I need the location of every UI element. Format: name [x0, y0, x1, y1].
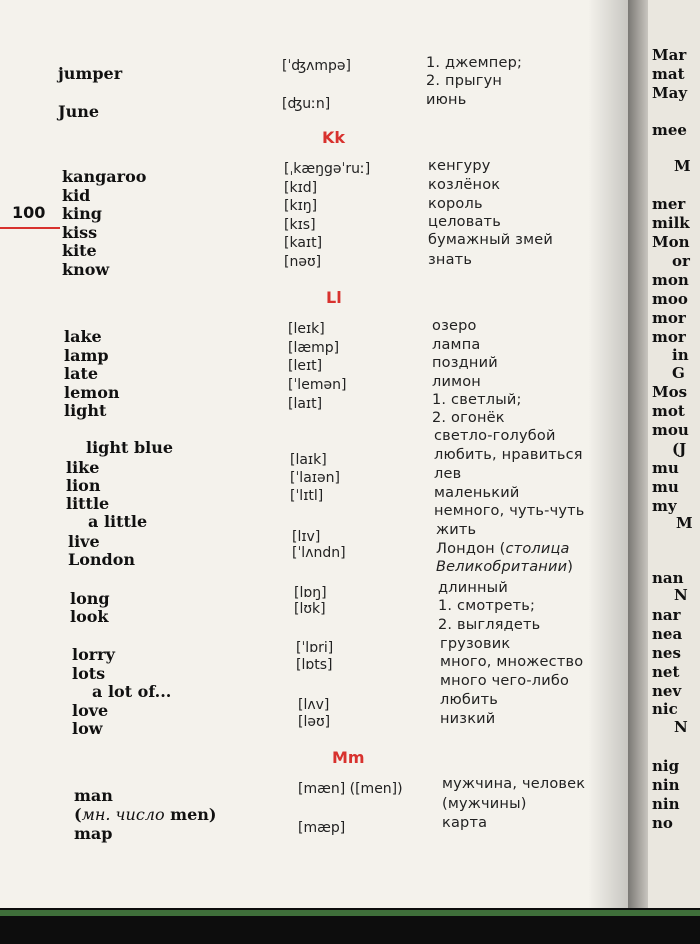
right-page-text: nar [652, 606, 681, 624]
entry-transcription: [leɪt] [288, 358, 323, 374]
entry-translation: козлёнок [428, 177, 501, 193]
right-page-text: nes [652, 644, 681, 662]
right-page-text: G [672, 364, 685, 382]
entry-transcription: [lɒŋ] [294, 585, 327, 601]
entry-translation: 2. выглядеть [438, 617, 541, 633]
entry-word: lemon [64, 383, 120, 402]
entry-word: lorry [72, 645, 115, 664]
entry-translation: король [428, 196, 483, 212]
entry-translation: 1. джемпер; [426, 55, 523, 71]
right-page-text: mu [652, 478, 679, 496]
entry-translation: Лондон (столица [436, 541, 570, 557]
right-page-text: milk [652, 214, 690, 232]
right-page-text: nin [652, 776, 680, 794]
right-page-text: (J [672, 440, 687, 458]
right-page-text: nan [652, 569, 684, 587]
entry-translation: 2. прыгун [426, 73, 503, 89]
entry-word: king [62, 204, 102, 223]
right-page-text: nea [652, 625, 683, 643]
entry-translation: 1. смотреть; [438, 598, 536, 614]
right-page-fragment [648, 0, 700, 908]
right-page-text: moo [652, 290, 688, 308]
right-page-text: May [652, 84, 688, 102]
entry-translation: бумажный змей [428, 232, 553, 248]
entry-word: kite [62, 241, 97, 260]
entry-transcription: [leɪk] [288, 321, 325, 337]
entry-transcription: [kɪŋ] [284, 198, 318, 214]
right-page-text: Mar [652, 46, 687, 64]
right-page-text: M [674, 157, 691, 175]
entry-word: kangaroo [62, 167, 147, 186]
right-page-text: or [672, 252, 690, 270]
entry-translation: (мужчины) [442, 796, 527, 812]
entry-transcription: [kaɪt] [284, 235, 323, 251]
entry-word: kiss [62, 223, 98, 242]
entry-transcription: [ləʊ] [298, 714, 331, 730]
right-page-text: N [674, 718, 688, 736]
entry-word: low [72, 719, 103, 738]
entry-translation: жить [436, 522, 477, 538]
right-page-text: mon [652, 271, 689, 289]
entry-transcription: [ˌkæŋgəˈruː] [284, 161, 371, 177]
entry-word: jumper [58, 64, 123, 83]
entry-translation: лампа [432, 337, 481, 353]
entry-transcription: [lɒts] [296, 657, 333, 673]
right-page-text: net [652, 663, 680, 681]
entry-translation: целовать [428, 214, 501, 230]
entry-word: live [68, 532, 100, 551]
right-page-text: mor [652, 309, 686, 327]
entry-translation: низкий [440, 711, 496, 727]
right-page-text: nig [652, 757, 680, 775]
entry-translation: Великобритании) [436, 559, 574, 575]
section-heading-m: Mm [332, 748, 365, 767]
page-number: 100 [12, 203, 46, 222]
entry-word: like [66, 458, 100, 477]
entry-word: map [74, 824, 113, 843]
entry-word: light blue [86, 438, 174, 457]
entry-transcription: [ˈlemən] [288, 377, 347, 393]
entry-word: lamp [64, 346, 109, 365]
page-number-marker-line [0, 227, 60, 229]
right-page-text: N [674, 586, 688, 604]
entry-word: a lot of... [92, 682, 172, 701]
entry-translation: маленький [434, 485, 520, 501]
entry-transcription: [ˈʤʌmpə] [282, 58, 352, 74]
entry-translation: поздний [432, 355, 498, 371]
entry-word: lots [72, 664, 106, 683]
entry-translation: карта [442, 815, 488, 831]
entry-word: know [62, 260, 110, 279]
entry-word: long [70, 589, 110, 608]
entry-word: London [68, 550, 136, 569]
entry-word: look [70, 607, 109, 626]
entry-translation: любить, нравиться [434, 447, 583, 463]
entry-translation: длинный [438, 580, 508, 596]
entry-translation: кенгуру [428, 158, 491, 174]
entry-transcription: [kɪs] [284, 217, 316, 233]
right-page-text: mu [652, 459, 679, 477]
entry-word: a little [88, 512, 148, 531]
section-heading-k: Kk [322, 128, 346, 147]
entry-translation: мужчина, человек [442, 776, 586, 792]
entry-word: late [64, 364, 99, 383]
entry-translation: знать [428, 252, 473, 268]
entry-transcription: [laɪk] [290, 452, 327, 468]
entry-transcription: [mæn] ([men]) [298, 781, 403, 797]
entry-transcription: [laɪt] [288, 396, 323, 412]
right-page-text: Mos [652, 383, 688, 401]
entry-word: June [58, 102, 100, 121]
right-page-text: mou [652, 421, 689, 439]
entry-translation: немного, чуть-чуть [434, 503, 585, 519]
entry-transcription: [ˈlʌndn] [292, 545, 346, 561]
entry-transcription: [læmp] [288, 340, 340, 356]
entry-transcription: [lʌv] [298, 697, 330, 713]
entry-translation: лимон [432, 374, 481, 390]
entry-translation: светло-голубой [434, 428, 556, 444]
entry-translation: 1. светлый; [432, 392, 522, 408]
entry-transcription: [ˈlaɪən] [290, 470, 340, 486]
right-page-text: nin [652, 795, 680, 813]
entry-translation: много чего-либо [440, 673, 570, 689]
entry-transcription: [nəʊ] [284, 254, 322, 270]
entry-translation: лев [434, 466, 462, 482]
right-page-text: mot [652, 402, 685, 420]
scan-bottom-edge [0, 908, 700, 944]
right-page-text: nic [652, 700, 678, 718]
right-page-text: mat [652, 65, 685, 83]
entry-translation: много, множество [440, 654, 584, 670]
entry-transcription: [lɪv] [292, 529, 321, 545]
right-page-text: M [676, 514, 693, 532]
entry-word: lake [64, 327, 102, 346]
entry-word: little [66, 494, 110, 513]
section-heading-l: Ll [326, 288, 342, 307]
right-page-text: Mon [652, 233, 690, 251]
entry-translation: 2. огонёк [432, 410, 505, 426]
entry-transcription: [ˈlɪtl] [290, 488, 324, 504]
entry-transcription: [ˈlɒri] [296, 640, 334, 656]
entry-word: lion [66, 476, 101, 495]
right-page-text: in [672, 346, 689, 364]
entry-word: man [74, 786, 113, 805]
right-page-text: my [652, 497, 677, 515]
right-page-text: mor [652, 328, 686, 346]
entry-word: light [64, 401, 107, 420]
entry-transcription: [ʤuːn] [282, 96, 331, 112]
entry-transcription: [lʊk] [294, 601, 326, 617]
entry-transcription: [kɪd] [284, 180, 318, 196]
right-page-text: mee [652, 121, 687, 139]
right-page-text: nev [652, 682, 682, 700]
entry-transcription: [mæp] [298, 820, 346, 836]
entry-translation: озеро [432, 318, 477, 334]
book-spine-gutter [628, 0, 648, 908]
right-page-text: no [652, 814, 673, 832]
entry-translation: июнь [426, 92, 467, 108]
entry-word: love [72, 701, 109, 720]
entry-word: kid [62, 186, 91, 205]
entry-translation: грузовик [440, 636, 511, 652]
entry-word: (мн. число men) [74, 805, 217, 824]
right-page-text: mer [652, 195, 686, 213]
entry-translation: любить [440, 692, 499, 708]
